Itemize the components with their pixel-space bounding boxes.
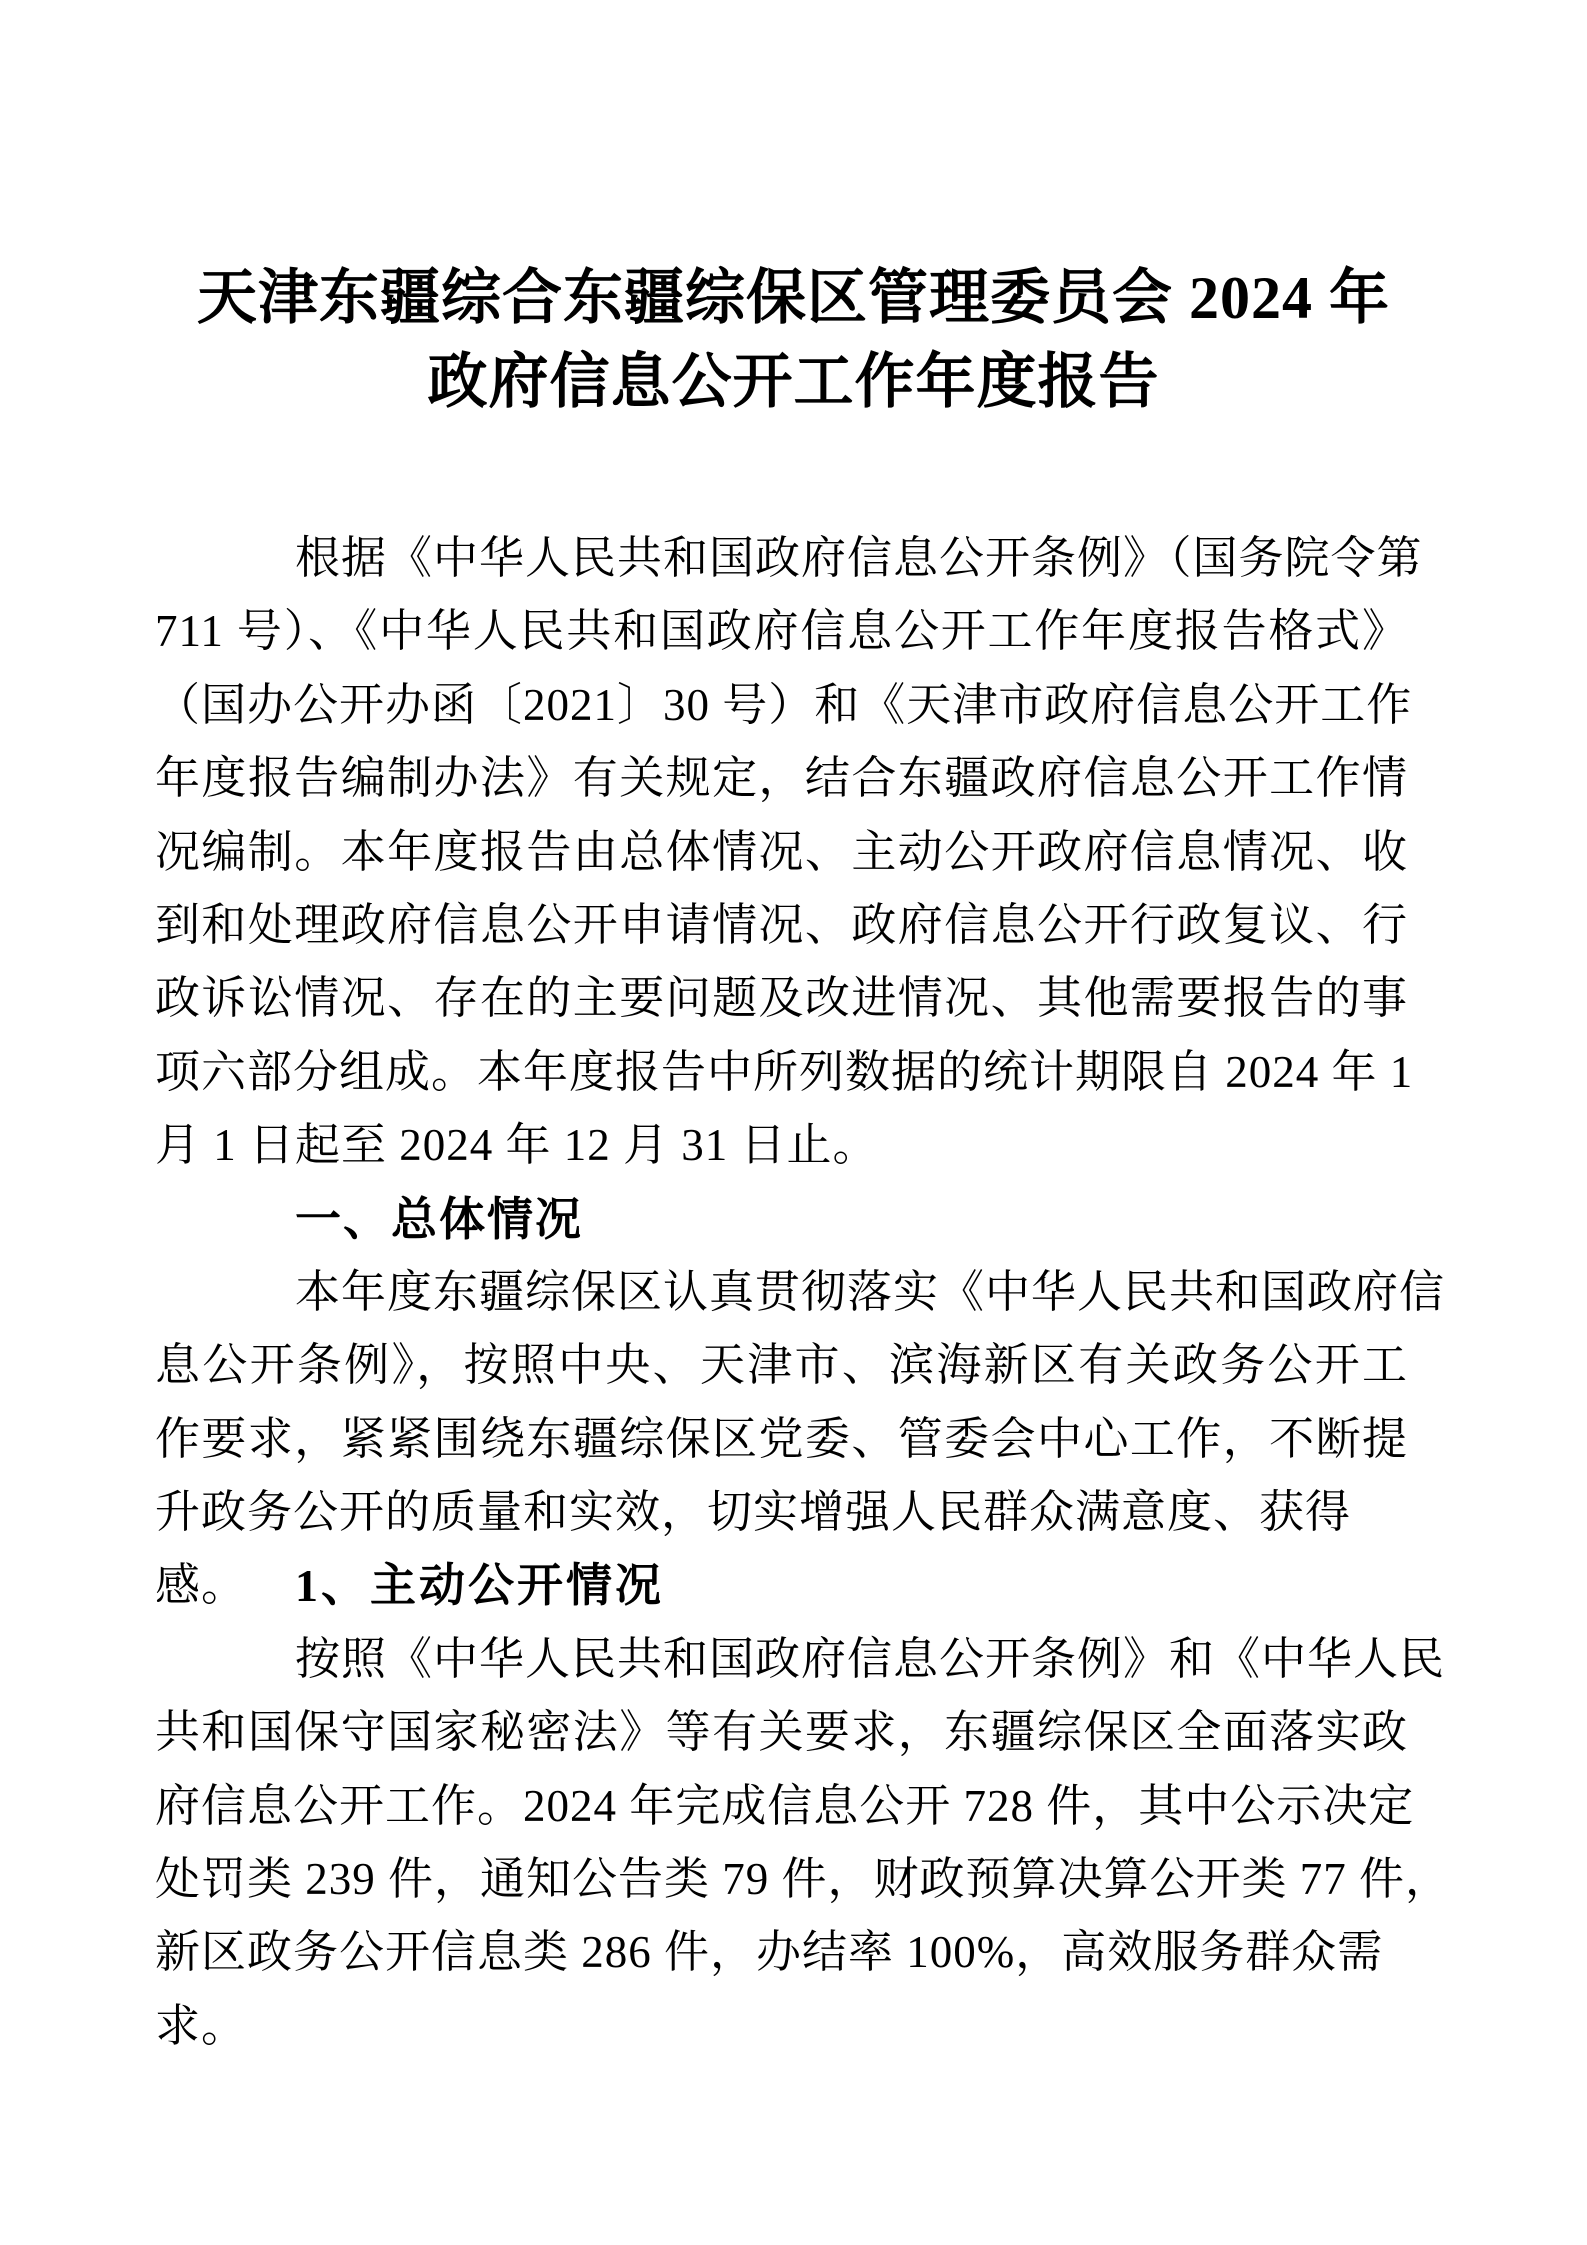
document-title [100,256,1487,424]
text-line: 711 号）、《中华人民共和国政府信息公开工作年度报告格式》 [155,606,1408,657]
document-title-line-2: 政府信息公开工作年度报告 [427,349,1160,415]
text-line: 月 1 日起至 2024 年 12 月 31 日止。 [155,1120,879,1171]
text-line: 本年度东疆综保区认真贯彻落实《中华人民共和国政府信 [295,1266,1446,1317]
proactive-paragraph [155,1623,1452,2051]
text-line: 按照《中华人民共和国政府信息公开条例》和《中华人民 [295,1633,1446,1684]
text-line: 项六部分组成。本年度报告中所列数据的统计期限自 2024 年 1 [155,1046,1414,1097]
text-line: 府信息公开工作。2024 年完成信息公开 728 件，其中公示决定 [155,1780,1415,1831]
text-line: 新区政务公开信息类 286 件，办结率 100%，高效服务群众需求。 [155,1927,1384,2051]
text-line: 到和处理政府信息公开申请情况、政府信息公开行政复议、行 [155,899,1408,950]
text-line: 息公开条例》，按照中央、天津市、滨海新区有关政务公开工 [155,1340,1408,1391]
text-line: （国办公开办函〔2021〕30 号）和《天津市政府信息公开工作 [155,679,1413,730]
text-line: 作要求，紧紧围绕东疆综保区党委、管委会中心工作，不断提 [155,1413,1408,1464]
section-heading-proactive: 1、主动公开情况 [295,1560,664,1612]
text-line: 根据《中华人民共和国政府信息公开条例》（国务院令第 [295,533,1423,583]
text-line: 年度报告编制办法》有关规定，结合东疆政府信息公开工作情 [155,753,1408,804]
text-line: 处罚类 239 件，通知公告类 79 件，财政预算决算公开类 77 件， [155,1854,1452,1905]
section-heading-overall: 一、总体情况 [295,1192,583,1245]
text-line: 政诉讼情况、存在的主要问题及改进情况、其他需要报告的事 [155,973,1408,1024]
document-body [155,522,1452,2051]
text-line: 升政务公开的质量和实效，切实增强人民群众满意度、获得感。 [155,1487,1352,1611]
intro-paragraph [155,522,1423,1183]
document-title-line-1: 天津东疆综合东疆综保区管理委员会 2024 年 [197,265,1390,331]
text-line: 共和国保守国家秘密法》等有关要求，东疆综保区全面落实政 [155,1707,1408,1758]
text-line: 况编制。本年度报告由总体情况、主动公开政府信息情况、收 [155,826,1408,877]
